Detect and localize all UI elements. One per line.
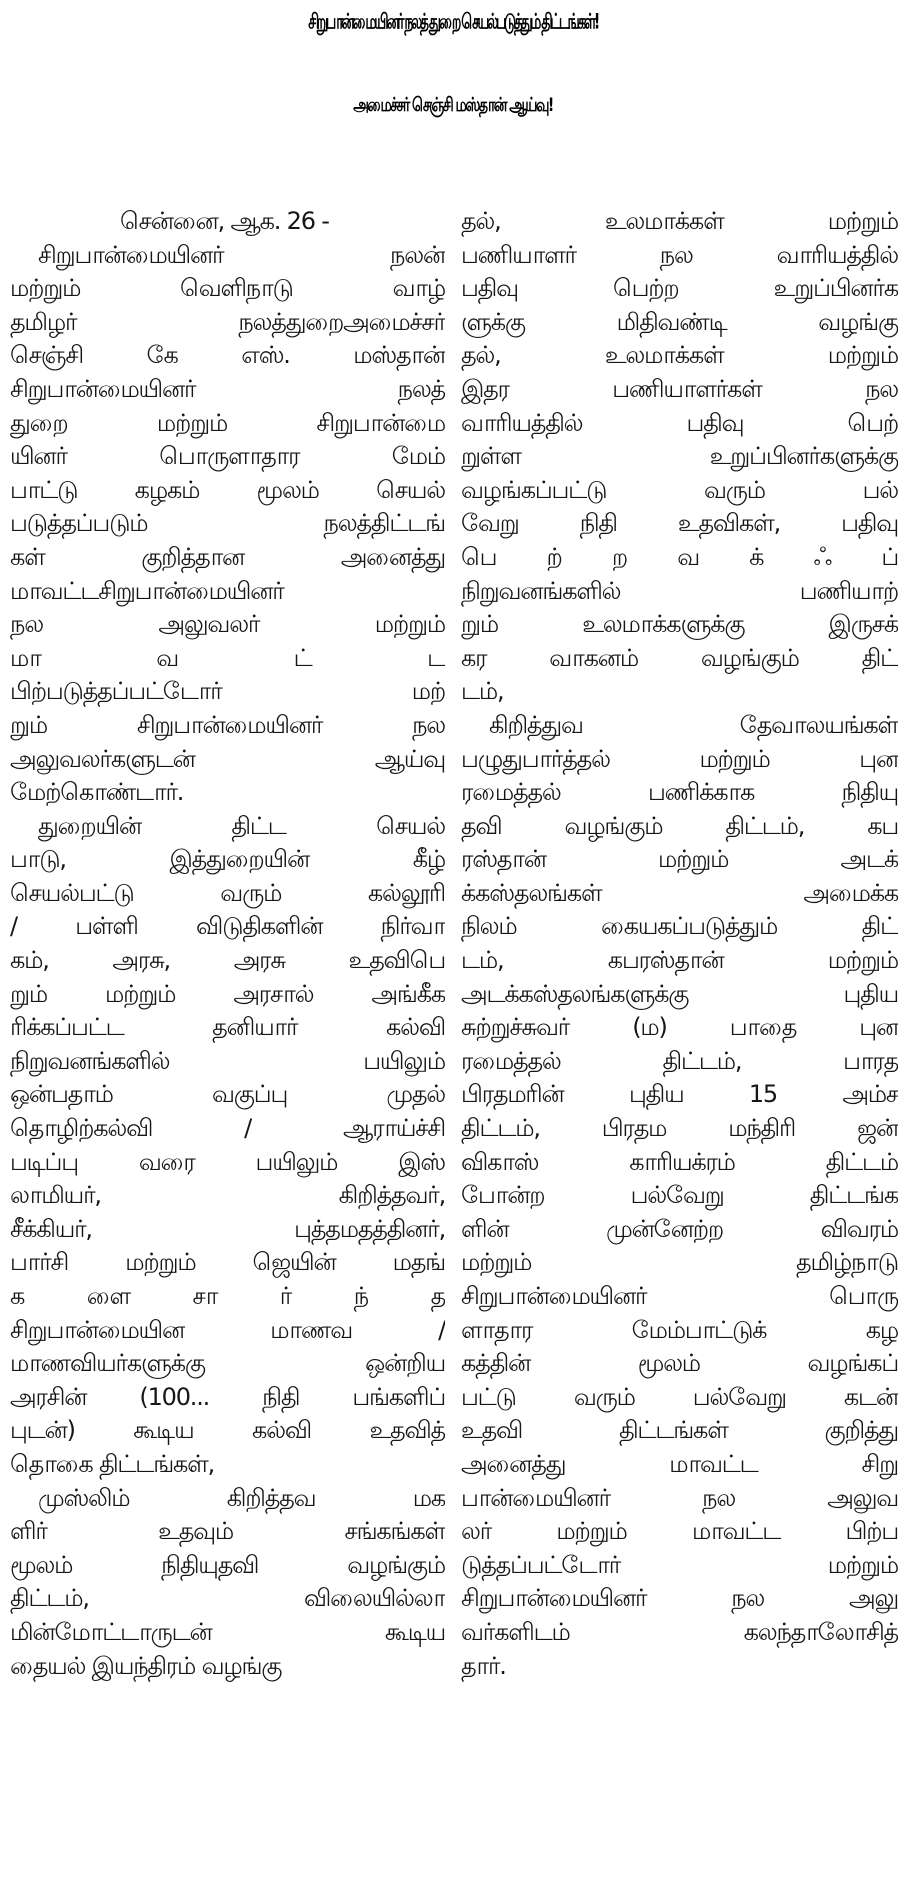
- text-line: உதவி திட்டங்கள் குறித்து: [461, 1416, 898, 1445]
- text-line: ளுக்கு மிதிவண்டி வழங்கு: [461, 307, 898, 336]
- text-line: லர் மற்றும் மாவட்ட பிற்ப: [461, 1517, 898, 1546]
- text-line: மூலம் நிதியுதவி வழங்கும்: [10, 1550, 445, 1579]
- text-line: செயல்பட்டு வரும் கல்லூரி: [10, 878, 445, 907]
- text-line: படிப்பு வரை பயிலும் இஸ்: [10, 1147, 445, 1176]
- text-line: லாமியர், கிறித்தவர்,: [10, 1181, 445, 1210]
- text-line: புடன்) கூடிய கல்வி உதவித்: [10, 1416, 445, 1445]
- text-line: சீக்கியர், புத்தமதத்தினர்,: [10, 1214, 445, 1243]
- text-line: பட்டு வரும் பல்வேறு கடன்: [461, 1382, 898, 1411]
- text-line: படுத்தப்படும் நலத்திட்டங்: [10, 509, 445, 538]
- text-line: தல், உலமாக்கள் மற்றும்: [461, 207, 898, 235]
- text-line: சென்னை, ஆக. 26 -: [120, 207, 329, 235]
- text-line: க்கஸ்தலங்கள் அமைக்க: [461, 878, 898, 907]
- text-line: செஞ்சி கே எஸ். மஸ்தான்: [10, 341, 445, 370]
- text-line: துறையின் திட்ட செயல்: [38, 811, 445, 840]
- text-line: நல அலுவலர் மற்றும்: [10, 610, 445, 639]
- text-line: சிறுபான்மையினர் நலத்: [10, 374, 445, 403]
- text-line: பிற்படுத்தப்பட்டோர் மற்: [10, 677, 445, 706]
- text-line: அலுவலர்களுடன் ஆய்வு: [10, 744, 445, 773]
- text-line: டம்,: [461, 677, 504, 706]
- text-line: தவி வழங்கும் திட்டம், கப: [461, 811, 898, 840]
- left-column: [10, 205, 449, 1683]
- text-line: யினர் பொருளாதார மேம்: [10, 442, 445, 471]
- text-line: தார்.: [461, 1651, 506, 1680]
- text-line: வாரியத்தில் பதிவு பெற்: [461, 408, 898, 437]
- text-line: சுற்றுச்சுவர் (ம) பாதை புன: [461, 1013, 898, 1042]
- subheadline: அமைச்சர் செஞ்சி மஸ்தான் ஆய்வு!: [353, 94, 553, 117]
- text-line: பான்மையினர் நல அலுவ: [461, 1483, 898, 1512]
- text-line: பதிவு பெற்ற உறுப்பினர்க: [461, 274, 898, 303]
- text-line: விகாஸ் காரியக்ரம் திட்டம்: [461, 1147, 898, 1176]
- headline: சிறுபான்மையினர் நலத் துறை செயல்படுத்தும் திட்டங்கள்!: [308, 10, 598, 35]
- text-line: ரஸ்தான் மற்றும் அடக்: [461, 845, 898, 874]
- text-line: சிறுபான்மையினர் பொரு: [461, 1282, 898, 1310]
- text-line: மின்மோட்டாருடன் கூடிய: [10, 1617, 445, 1646]
- text-line: பழுதுபார்த்தல் மற்றும் புன: [461, 744, 898, 773]
- text-line: தையல் இயந்திரம் வழங்கு: [10, 1651, 282, 1680]
- text-line: ரிக்கப்பட்ட தனியார் கல்வி: [10, 1013, 445, 1042]
- text-line: நிலம் கையகப்படுத்தும் திட்: [461, 912, 898, 941]
- text-line: றுள்ள உறுப்பினர்களுக்கு: [461, 442, 898, 471]
- text-line: சிறுபான்மையினர் நல அலு: [461, 1584, 898, 1613]
- text-line: கள் குறித்தான அனைத்து: [10, 542, 445, 571]
- text-line: பாடு, இத்துறையின் கீழ்: [10, 845, 445, 874]
- text-line: நிறுவனங்களில் பணியாற்: [461, 576, 898, 605]
- text-line: ளாதார மேம்பாட்டுக் கழ: [461, 1315, 898, 1344]
- text-line: அடக்கஸ்தலங்களுக்கு புதிய: [461, 979, 898, 1008]
- text-line: அனைத்து மாவட்ட சிறு: [461, 1449, 898, 1478]
- text-line: கர வாகனம் வழங்கும் திட்: [461, 643, 898, 672]
- text-line: முஸ்லிம் கிறித்தவ மக: [38, 1483, 445, 1512]
- text-line: தொழிற்கல்வி / ஆராய்ச்சி: [10, 1114, 445, 1143]
- text-line: தமிழர் நலத்துறைஅமைச்சர்: [10, 307, 445, 336]
- text-line: றும் மற்றும் அரசால் அங்கீக: [10, 979, 445, 1008]
- text-line: றும் உலமாக்களுக்கு இருசக்: [461, 610, 898, 639]
- text-line: துறை மற்றும் சிறுபான்மை: [10, 408, 445, 437]
- text-line: வேறு நிதி உதவிகள், பதிவு: [461, 509, 898, 538]
- text-line: கிறித்துவ தேவாலயங்கள்: [489, 710, 898, 739]
- text-line: மாவட்டசிறுபான்மையினர்: [10, 576, 284, 605]
- text-line: / பள்ளி விடுதிகளின் நிர்வா: [10, 912, 445, 941]
- text-line: நிறுவனங்களில் பயிலும்: [10, 1046, 445, 1075]
- right-column: [459, 205, 898, 1683]
- text-line: ஒன்பதாம் வகுப்பு முதல்: [10, 1080, 445, 1109]
- text-line: கத்தின் மூலம் வழங்கப்: [461, 1349, 898, 1378]
- text-line: பணியாளர் நல வாரியத்தில்: [461, 240, 898, 269]
- text-line: பாட்டு கழகம் மூலம் செயல்: [10, 475, 445, 504]
- text-line: மாணவியர்களுக்கு ஒன்றிய: [10, 1349, 445, 1378]
- text-line: சிறுபான்மையின மாணவ /: [10, 1315, 445, 1344]
- text-line: திட்டம், விலையில்லா: [10, 1584, 445, 1613]
- text-line: கம், அரசு, அரசு உதவிபெ: [10, 946, 445, 975]
- text-line: மற்றும் வெளிநாடு வாழ்: [10, 274, 445, 303]
- text-line: வர்களிடம் கலந்தாலோசித்: [461, 1617, 898, 1646]
- text-line: ளின் முன்னேற்ற விவரம்: [461, 1214, 898, 1243]
- text-line: பெ ற் ற வ க் ஃ ப்: [461, 542, 898, 571]
- text-line: மேற்கொண்டார்.: [10, 778, 184, 807]
- text-line: க ளை சா ர் ந் த: [10, 1282, 445, 1310]
- text-line: தல், உலமாக்கள் மற்றும்: [461, 341, 898, 370]
- text-line: மற்றும் தமிழ்நாடு: [461, 1248, 898, 1277]
- text-line: ரமைத்தல் பணிக்காக நிதியு: [461, 778, 898, 807]
- text-line: றும் சிறுபான்மையினர் நல: [10, 710, 445, 739]
- text-line: போன்ற பல்வேறு திட்டங்க: [461, 1181, 898, 1210]
- article-body: [10, 205, 898, 1683]
- text-line: ளிர் உதவும் சங்கங்கள்: [10, 1517, 445, 1546]
- text-line: மா வ ட் ட: [10, 643, 445, 672]
- text-line: இதர பணியாளர்கள் நல: [461, 374, 898, 403]
- text-line: பார்சி மற்றும் ஜெயின் மதங்: [10, 1248, 445, 1277]
- text-line: டுத்தப்பட்டோர் மற்றும்: [461, 1550, 898, 1579]
- text-line: டம், கபரஸ்தான் மற்றும்: [461, 946, 898, 975]
- text-line: வழங்கப்பட்டு வரும் பல்: [461, 475, 898, 504]
- text-line: அரசின் (100... நிதி பங்களிப்: [10, 1382, 445, 1411]
- text-line: ரமைத்தல் திட்டம், பாரத: [461, 1046, 898, 1075]
- text-line: தொகை திட்டங்கள்,: [10, 1449, 215, 1478]
- text-line: பிரதமரின் புதிய 15 அம்ச: [461, 1080, 898, 1109]
- text-line: சிறுபான்மையினர் நலன்: [38, 240, 445, 269]
- text-line: திட்டம், பிரதம மந்திரி ஜன்: [461, 1114, 898, 1143]
